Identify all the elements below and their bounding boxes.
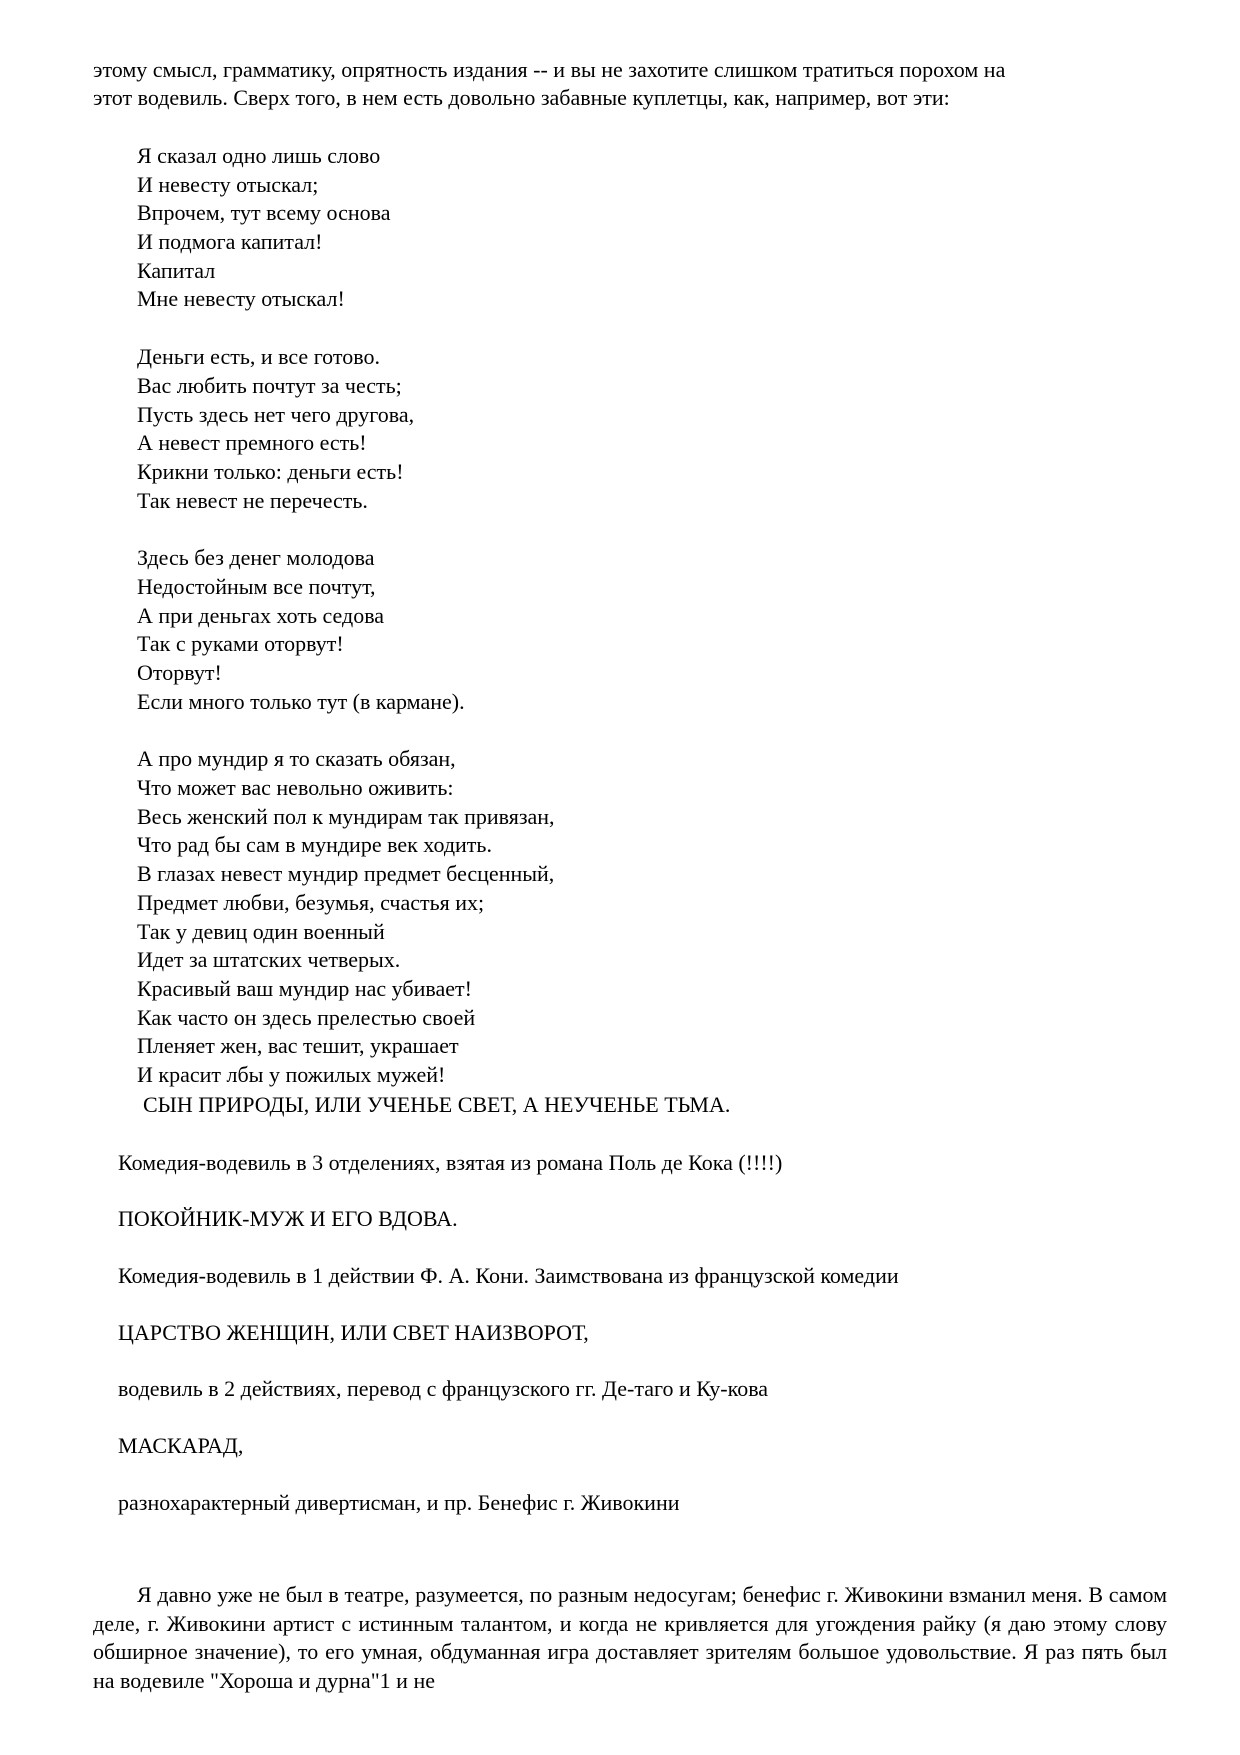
verse-line: А невест премного есть! bbox=[137, 430, 367, 456]
verse-line: Капитал bbox=[137, 257, 216, 283]
intro-line: этому смысл, грамматику, опрятность издания -- и вы не захотите слишком тратиться порохом на bbox=[93, 57, 1006, 82]
play-description-3: водевиль в 2 действиях, перевод с французского гг. Де-таго и Ку-кова bbox=[118, 1376, 769, 1401]
play-title-deceased-husband: ПОКОЙНИК-МУЖ И ЕГО ВДОВА. bbox=[118, 1206, 458, 1231]
verse-line: Что рад бы сам в мундире век ходить. bbox=[137, 832, 492, 858]
stanza-2 bbox=[137, 343, 1037, 515]
verse-line: Так у девиц один военный bbox=[137, 918, 385, 944]
verse-line: Крикни только: деньги есть! bbox=[137, 458, 404, 484]
play-title-son-of-nature: СЫН ПРИРОДЫ, ИЛИ УЧЕНЬЕ СВЕТ, А НЕУЧЕНЬЕ ТЬМА. bbox=[143, 1092, 731, 1117]
play-description-1: Комедия-водевиль в 3 отделениях, взятая из романа Поль де Кока (!!!!) bbox=[118, 1150, 783, 1175]
verse-line: Предмет любви, безумья, счастья их; bbox=[137, 889, 485, 915]
verse-line: Пусть здесь нет чего другова, bbox=[137, 401, 415, 427]
verse-line: Весь женский пол к мундирам так привязан, bbox=[137, 803, 555, 829]
verse-line: И подмога капитал! bbox=[137, 229, 323, 255]
intro-paragraph bbox=[93, 56, 1167, 112]
verse-line: И красит лбы у пожилых мужей! bbox=[137, 1061, 446, 1087]
play-title-kingdom-of-women: ЦАРСТВО ЖЕНЩИН, ИЛИ СВЕТ НАИЗВОРОТ, bbox=[118, 1320, 589, 1345]
verse-line: Красивый ваш мундир нас убивает! bbox=[137, 975, 472, 1001]
play-description-4: разнохарактерный дивертисман, и пр. Бенефис г. Живокини bbox=[118, 1490, 680, 1515]
review-paragraph bbox=[93, 1581, 1167, 1695]
verse-line: А при деньгах хоть седова bbox=[137, 602, 385, 628]
verse-line: В глазах невест мундир предмет бесценный, bbox=[137, 861, 555, 887]
verse-line: Если много только тут (в кармане). bbox=[137, 688, 465, 714]
stanza-4 bbox=[137, 745, 1037, 1089]
verse-line: Оторвут! bbox=[137, 660, 222, 685]
verses-block bbox=[137, 142, 1037, 1090]
stanza-3 bbox=[137, 544, 1037, 716]
play-title-masquerade: МАСКАРАД, bbox=[118, 1433, 244, 1458]
verse-line: Вас любить почтут за честь; bbox=[137, 372, 402, 398]
verse-line: Как часто он здесь прелестью своей bbox=[137, 1004, 476, 1030]
verse-line: Недостойным все почтут, bbox=[137, 573, 376, 599]
verse-line: Я сказал одно лишь слово bbox=[137, 143, 381, 168]
verse-line: Идет за штатских четверых. bbox=[137, 947, 401, 973]
verse-line: И невесту отыскал; bbox=[137, 171, 319, 197]
intro-line: этот водевиль. Сверх того, в нем есть довольно забавные куплетцы, как, например, вот эти: bbox=[93, 85, 950, 110]
verse-line: Что может вас невольно оживить: bbox=[137, 775, 454, 801]
verse-line: Здесь без денег молодова bbox=[137, 545, 375, 571]
verse-line: Так с руками оторвут! bbox=[137, 631, 344, 657]
stanza-1 bbox=[137, 142, 1037, 314]
verse-line: Так невест не перечесть. bbox=[137, 487, 368, 513]
verse-line: Пленяет жен, вас тешит, украшает bbox=[137, 1033, 459, 1059]
verse-line: Мне невесту отыскал! bbox=[137, 286, 345, 312]
verse-line: А про мундир я то сказать обязан, bbox=[137, 746, 456, 772]
review-text: Я давно уже не был в театре, разумеется, по разным недосугам; бенефис г. Живокини взманил меня. В самом деле, г. Живокини артист с истинным талантом, и когда не кривляется для угождения райку (я даю этому слову обширное значение), то его умная, обдуманная игра доставляет зрителям большое удовольствие. Я раз пять был на водевиле "Хороша и дурна"1 и не bbox=[93, 1582, 1167, 1693]
verse-line: Впрочем, тут всему основа bbox=[137, 200, 391, 226]
play-description-2: Комедия-водевиль в 1 действии Ф. А. Кони. Заимствована из французской комедии bbox=[118, 1263, 899, 1288]
verse-line: Деньги есть, и все готово. bbox=[137, 344, 380, 370]
